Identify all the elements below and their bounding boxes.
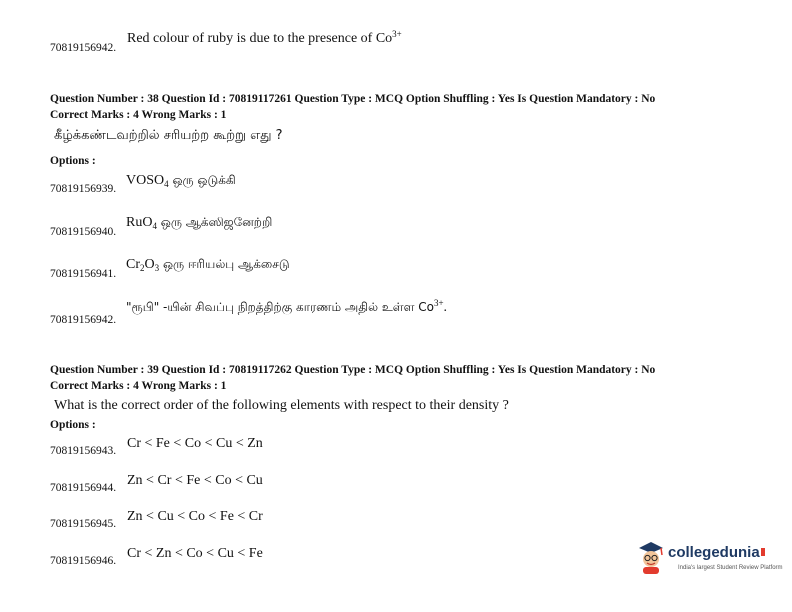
- option-text: Cr < Zn < Co < Cu < Fe: [127, 546, 263, 561]
- brand-name: [668, 544, 765, 561]
- option-text-tamil: ஒரு ஒடுக்கி: [168, 173, 236, 187]
- marks-line: Correct Marks : 4 Wrong Marks : 1: [50, 109, 227, 121]
- option-text: Cr < Fe < Co < Cu < Zn: [127, 436, 263, 451]
- question-text: What is the correct order of the following elements with respect to their density ?: [54, 398, 509, 413]
- option-id: 70819156944.: [50, 482, 117, 494]
- options-label: Options :: [50, 419, 96, 431]
- option-text: [126, 215, 272, 231]
- formula-subscript: 3: [154, 263, 160, 273]
- question-meta-line: Question Number : 38 Question Id : 70819117261 Question Type : MCQ Option Shuffling : Yes Is Question Mandatory : No: [50, 93, 656, 105]
- option-text-superscript: 3+: [392, 29, 402, 39]
- option-text-end: .: [443, 300, 448, 315]
- option-id: 70819156946.: [50, 555, 117, 567]
- brand-flag-mark: [761, 548, 765, 556]
- option-id: 70819156942.: [50, 42, 117, 54]
- option-text-tamil: ஒரு ஈரியல்பு ஆக்சைடு: [159, 257, 290, 271]
- formula: O: [144, 257, 155, 272]
- formula-subscript: 2: [140, 263, 145, 273]
- option-text: [126, 300, 447, 316]
- formula: RuO: [126, 215, 153, 230]
- formula-subscript: 4: [164, 179, 169, 189]
- option-id: 70819156943.: [50, 445, 117, 457]
- option-text: Zn < Cu < Co < Fe < Cr: [127, 509, 263, 524]
- option-text-superscript: 3+: [433, 298, 444, 308]
- brand-name-text: collegedunia: [668, 544, 760, 561]
- formula: Cr: [126, 257, 140, 272]
- option-text-tamil: ஒரு ஆக்ஸிஜனேற்றி: [156, 215, 273, 229]
- option-id: 70819156940.: [50, 226, 117, 238]
- option-id: 70819156939.: [50, 183, 117, 195]
- option-text: Zn < Cr < Fe < Co < Cu: [127, 473, 263, 488]
- student-mascot-icon: [636, 540, 666, 574]
- option-text-tamil: "ரூபி" -யின் சிவப்பு நிறத்திற்கு காரணம் அதில் உள்ள Co: [126, 300, 434, 314]
- question-text: கீழ்க்கண்டவற்றில் சரியற்ற கூற்று எது ?: [54, 128, 283, 143]
- option-id: 70819156942.: [50, 314, 117, 326]
- options-label: Options :: [50, 155, 96, 167]
- option-text-main: Red colour of ruby is due to the presence of Co: [127, 31, 393, 46]
- collegedunia-watermark: [636, 538, 783, 590]
- question-meta-line: Question Number : 39 Question Id : 70819117262 Question Type : MCQ Option Shuffling : Yes Is Question Mandatory : No: [50, 364, 656, 376]
- marks-line: Correct Marks : 4 Wrong Marks : 1: [50, 380, 227, 392]
- brand-tagline: India's largest Student Review Platform: [678, 565, 783, 571]
- option-text: [126, 173, 236, 189]
- formula: VOSO: [126, 173, 165, 188]
- option-text: [127, 31, 402, 47]
- option-id: 70819156941.: [50, 268, 117, 280]
- option-text: [126, 257, 290, 273]
- option-id: 70819156945.: [50, 518, 117, 530]
- formula-subscript: 4: [152, 221, 157, 231]
